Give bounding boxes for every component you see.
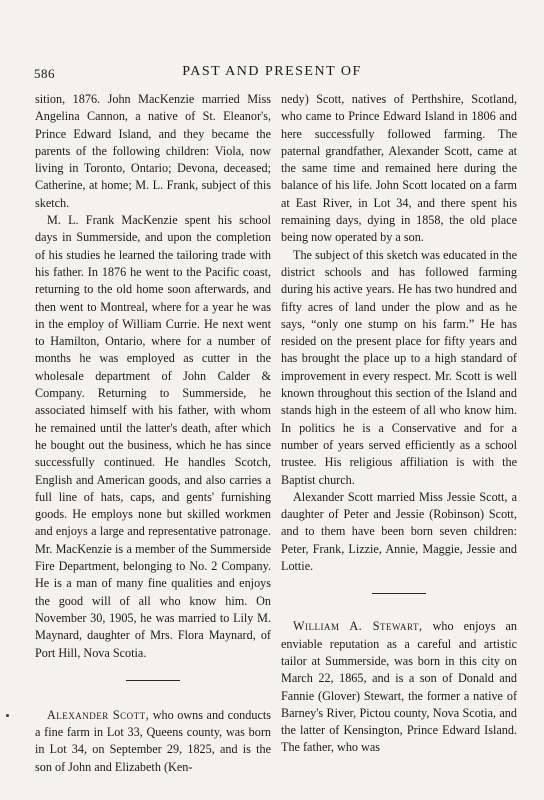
paragraph-william-stewart-intro <box>281 618 517 756</box>
paragraph-mackenzie-family: sition, 1876. John MacKenzie married Miss Angelina Cannon, a native of St. Eleanor's, Prince Edward Island, and they became the parents of the following children: Viola, now living in Toronto, Ontario; Devona, deceased; Catherine, at home; M. L. Frank, subject of this sketch. <box>35 92 271 210</box>
paragraph-scott-marriage: Alexander Scott married Miss Jessie Scott, a daughter of Peter and Jessie (Robinson) Scott, and to them have been born seven children: Peter, Frank, Lizzie, Annie, Maggie, Jessie and Lottie. <box>281 489 517 574</box>
margin-speck <box>6 714 9 717</box>
paragraph-frank-mackenzie: M. L. Frank MacKenzie spent his school days in Summerside, and upon the completion of his studies he learned the tailoring trade with his father. In 1876 he went to the Pacific coast, returning to the old home soon afterwards, and then went to Montreal, where for a year he was in the employ of William Currie. He next went to Hamilton, Ontario, where for a number of months he was employed as cutter in the wholesale department of John Calder & Company. Returning to Summerside, he associated himself with his father, with whom he remained until the latter's death, after which he bought out the business, which he has since successfully continued. He handles Scotch, English and American goods, and also carries a full line of hats, caps, and gents' furnishing goods. He employs none but skilled workmen and enjoys a large and representative patronage. Mr. MacKenzie is a member of the Summerside Fire Department, belonging to No. 2 Company. He is a man of many fine qualities and enjoys the good will of all who know him. On November 30, 1905, he was married to Lily M. Maynard, daughter of Mrs. Flora Maynard, of Port Hill, Nova Scotia. <box>35 213 271 660</box>
right-column <box>281 91 517 757</box>
entry-text-william-stewart: who enjoys an enviable reputation as a careful and artistic tailor at Summerside, was born in this city on March 22, 1865, and is a son of Donald and Fannie (Glover) Stewart, the former a native of Barney's River, Pictou county, Nova Scotia, and the latter of Kensington, Prince Edward Island. The father, who was <box>281 619 517 755</box>
entry-text-alexander-scott: who owns and conducts a fine farm in Lot 33, Queens county, was born in Lot 34, on September 29, 1825, and is the son of John and Elizabeth (Ken- <box>35 707 271 774</box>
section-divider <box>126 680 180 681</box>
paragraph-alexander-scott-intro <box>35 707 271 776</box>
page-number: 586 <box>34 66 55 81</box>
paragraph-scott-parents: nedy) Scott, natives of Perthshire, Scotland, who came to Prince Edward Island in 1806 and here successfully followed farming. The paternal grandfather, Alexander Scott, came at the same time and remained here during the balance of his life. John Scott located on a farm at East River, in Lot 34, and there spent his remaining days, dying in 1858, the old place being now operated by a son. <box>281 92 517 245</box>
entry-name-alexander-scott: Alexander Scott, <box>47 707 150 722</box>
left-column <box>35 91 271 776</box>
section-divider <box>372 593 426 594</box>
running-title: PAST AND PRESENT OF <box>182 64 362 79</box>
paragraph-scott-farming: The subject of this sketch was educated in the district schools and has followed farming during his active years. He has two hundred and fifty acres of land under the plow and as he says, “only one stump on his farm.” He has resided on the present place for fifty years and has brought the place up to a high standard of improvement in every respect. Mr. Scott is well known throughout this section of the Island and stands high in the esteem of all who know him. In politics he is a Conservative and for a number of years served efficiently as a school trustee. His religious affiliation is with the Baptist church. <box>281 247 517 487</box>
entry-name-william-stewart: William A. Stewart, <box>293 619 423 634</box>
